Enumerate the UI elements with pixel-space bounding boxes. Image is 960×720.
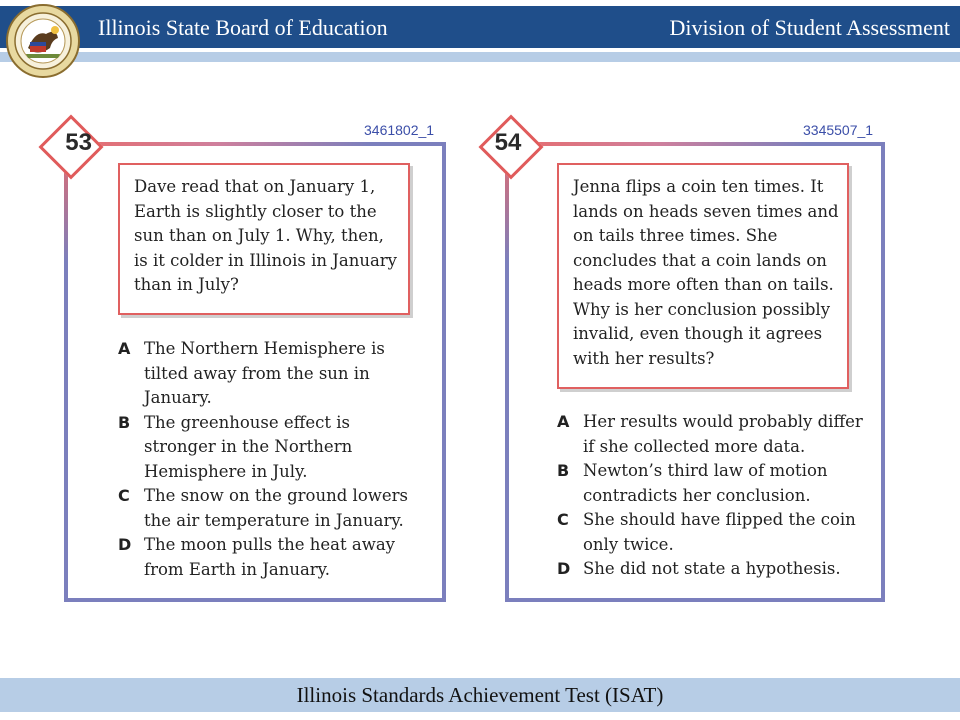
question-prompt: Jenna flips a coin ten times. It lands on heads seven times and on tails three times. She concludes that a coin lands on heads more often than on tails. Why is her conclusion possibly invalid, even though it agrees with her results? — [573, 177, 839, 368]
option-text: The snow on the ground lowers the air temperature in January. — [144, 486, 409, 530]
answer-options — [557, 410, 863, 582]
state-seal-icon — [6, 4, 80, 78]
question-id: 3461802_1 — [364, 122, 435, 138]
answer-option-a[interactable] — [557, 410, 863, 459]
option-text: The moon pulls the heat away from Earth in January. — [144, 535, 395, 579]
answer-options — [118, 337, 418, 582]
answer-option-b[interactable] — [557, 459, 863, 508]
option-letter: D — [118, 535, 132, 554]
option-letter: A — [118, 339, 131, 358]
card-top-border — [505, 142, 885, 146]
header-title-division: Division of Student Assessment — [669, 15, 950, 40]
question-number: 54 — [494, 129, 522, 156]
header-accent-band — [0, 52, 960, 62]
option-letter: C — [557, 510, 569, 529]
option-text: She should have flipped the coin only twice. — [583, 510, 856, 554]
option-text: She did not state a hypothesis. — [583, 559, 841, 578]
answer-option-a[interactable] — [118, 337, 418, 411]
option-text: The Northern Hemisphere is tilted away from the sun in January. — [144, 339, 385, 407]
answer-option-d[interactable] — [557, 557, 863, 582]
card-top-border — [64, 142, 446, 146]
option-letter: B — [557, 461, 570, 480]
answer-option-d[interactable] — [118, 533, 418, 582]
option-letter: C — [118, 486, 130, 505]
answer-option-c[interactable] — [118, 484, 418, 533]
question-id: 3345507_1 — [803, 122, 874, 138]
question-number: 53 — [65, 129, 92, 156]
option-text: Her results would probably differ if she collected more data. — [583, 412, 863, 456]
header-title-isbe: Illinois State Board of Education — [98, 15, 388, 40]
answer-option-b[interactable] — [118, 411, 418, 485]
footer-title: Illinois Standards Achievement Test (ISAT) — [296, 683, 664, 707]
option-text: Newton’s third law of motion contradicts her conclusion. — [583, 461, 828, 505]
option-letter: B — [118, 412, 131, 432]
option-letter: D — [557, 559, 571, 578]
option-text: The greenhouse effect is stronger in the Northern Hemisphere in July. — [144, 412, 353, 481]
answer-option-c[interactable] — [557, 508, 863, 557]
option-letter: A — [557, 412, 570, 431]
question-prompt: Dave read that on January 1, Earth is slightly closer to the sun than on July 1. Why, then, is it colder in Illinois in January than in July? — [134, 177, 398, 294]
